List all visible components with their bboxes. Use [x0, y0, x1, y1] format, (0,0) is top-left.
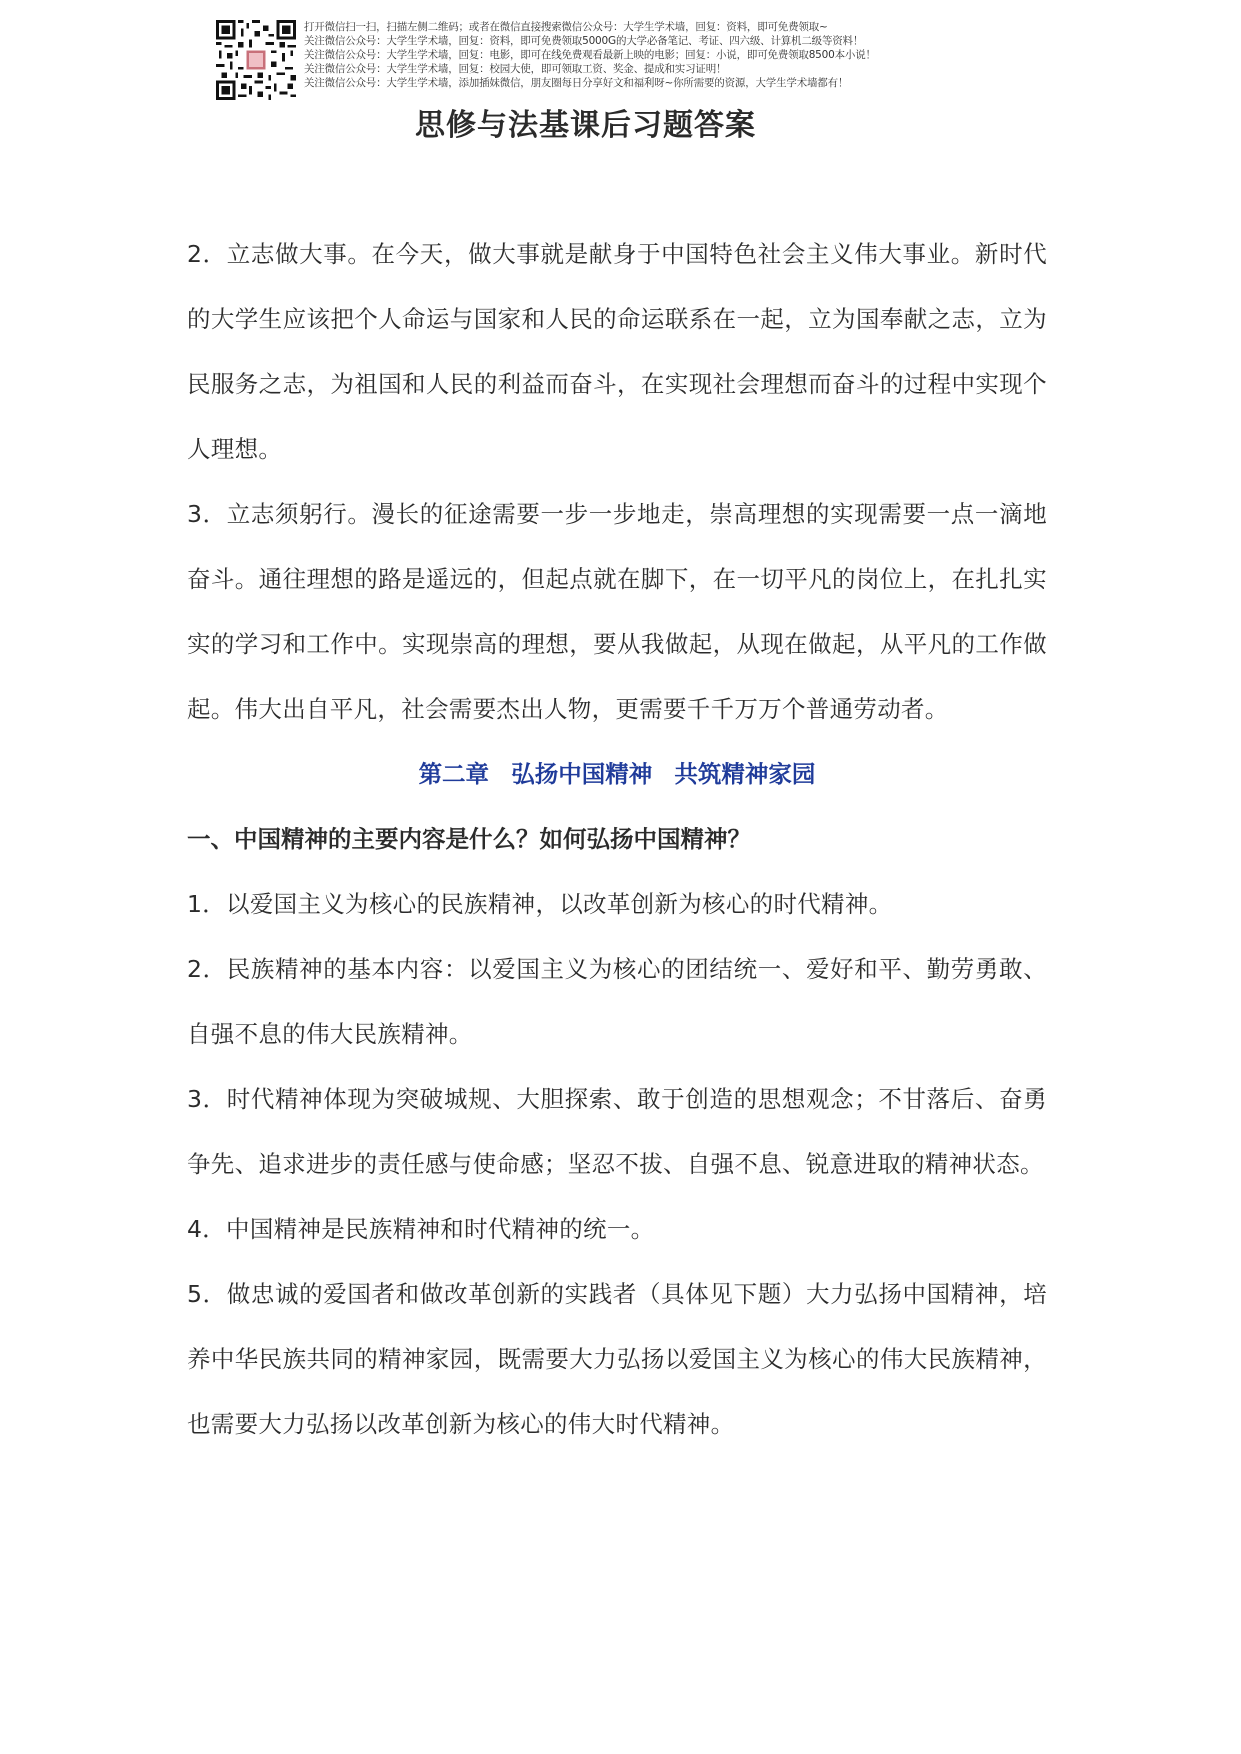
promo-banner	[216, 20, 956, 102]
promo-line: 关注微信公众号：大学生学术墙，回复：电影，即可在线免费观看最新上映的电影；回复：小说，即可免费领取8500本小说！	[304, 49, 876, 61]
promo-text	[304, 20, 964, 90]
document-body	[187, 222, 1047, 1457]
promo-line: 关注微信公众号：大学生学术墙，回复：资料，即可免费领取5000G的大学必备笔记、考证、四六级、计算机二级等资料！	[304, 35, 864, 47]
chapter-heading: 第二章 弘扬中国精神 共筑精神家园	[418, 760, 816, 788]
answer-item: 4．中国精神是民族精神和时代精神的统一。	[187, 1215, 655, 1243]
answer-item: 1．以爱国主义为核心的民族精神，以改革创新为核心的时代精神。	[187, 890, 893, 918]
document-title-text: 思修与法基课后习题答案	[415, 108, 756, 143]
paragraph: 3．立志须躬行。漫长的征途需要一步一步地走，崇高理想的实现需要一点一滴地奋斗。通往理想的路是遥远的，但起点就在脚下，在一切平凡的岗位上，在扎扎实实的学习和工作中。实现崇高的理想，要从我做起，从现在做起，从平凡的工作做起。伟大出自平凡，社会需要杰出人物，更需要千千万万个普通劳动者。	[187, 500, 1047, 723]
answer-item: 3．时代精神体现为突破城规、大胆探索、敢于创造的思想观念；不甘落后、奋勇争先、追求进步的责任感与使命感；坚忍不拔、自强不息、锐意进取的精神状态。	[187, 1085, 1047, 1178]
promo-line: 关注微信公众号：大学生学术墙，添加插妹微信，朋友圈每日分享好文和福利呀~你所需要的资源，大学生学术墙都有！	[304, 77, 849, 89]
qr-code-icon	[216, 20, 296, 100]
promo-line: 打开微信扫一扫，扫描左侧二维码；或者在微信直接搜索微信公众号：大学生学术墙，回复：资料，即可免费领取~	[304, 21, 828, 33]
promo-line: 关注微信公众号：大学生学术墙，回复：校园大使，即可领取工资、奖金、提成和实习证明！	[304, 63, 727, 75]
question-heading: 一、中国精神的主要内容是什么？如何弘扬中国精神？	[187, 825, 751, 853]
answer-item: 5．做忠诚的爱国者和做改革创新的实践者（具体见下题）大力弘扬中国精神，培养中华民族共同的精神家园，既需要大力弘扬以爱国主义为核心的伟大民族精神，也需要大力弘扬以改革创新为核心的伟大时代精神。	[187, 1280, 1047, 1438]
document-title	[0, 100, 1241, 144]
answer-item: 2．民族精神的基本内容：以爱国主义为核心的团结统一、爱好和平、勤劳勇敢、自强不息的伟大民族精神。	[187, 955, 1047, 1048]
paragraph: 2．立志做大事。在今天，做大事就是献身于中国特色社会主义伟大事业。新时代的大学生应该把个人命运与国家和人民的命运联系在一起，立为国奉献之志，立为民服务之志，为祖国和人民的利益而奋斗，在实现社会理想而奋斗的过程中实现个人理想。	[187, 240, 1047, 463]
